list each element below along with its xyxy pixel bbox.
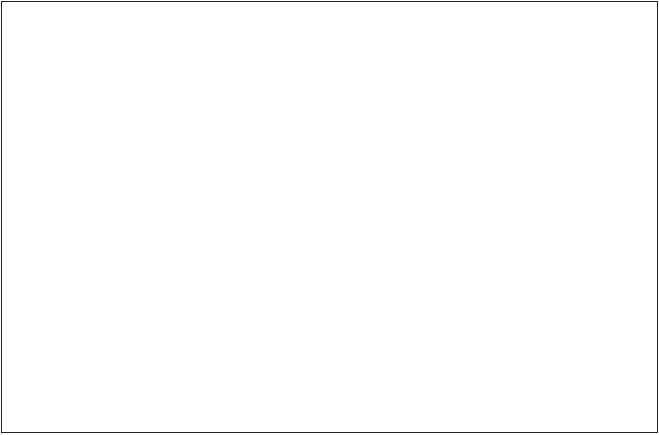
statistics-table <box>1 1 658 433</box>
